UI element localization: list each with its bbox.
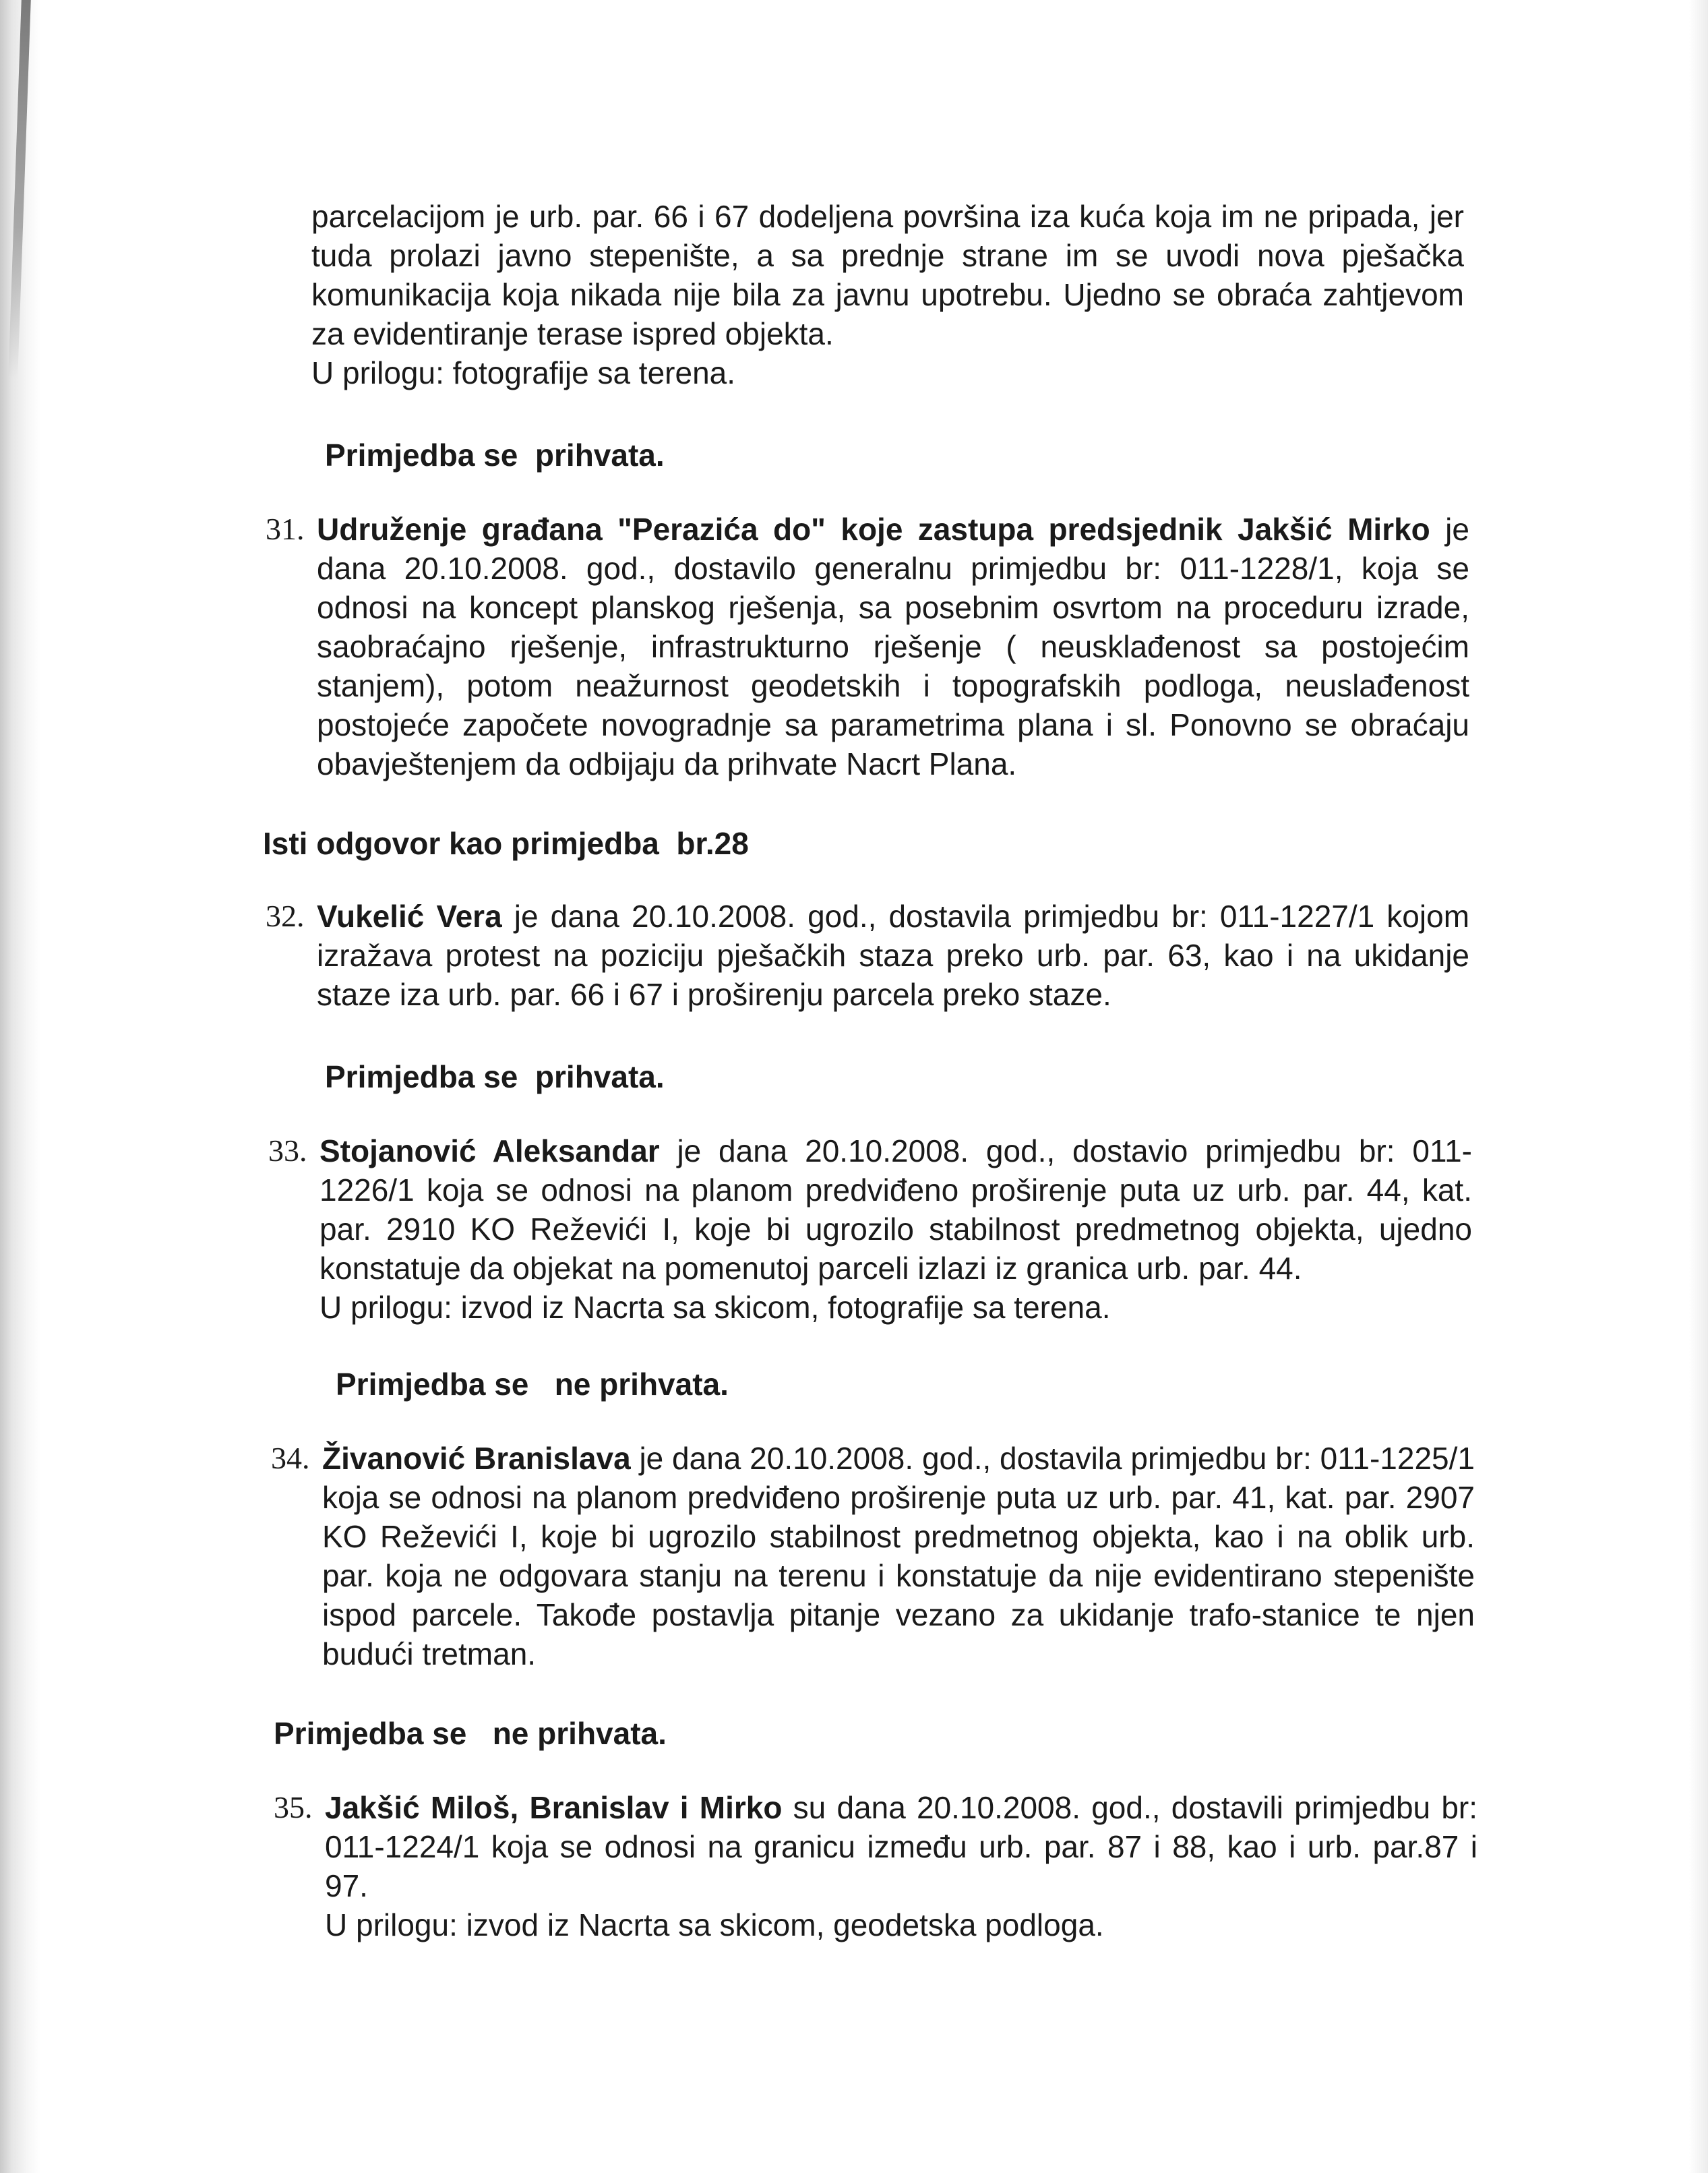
item-34-paragraph xyxy=(322,1439,1475,1673)
item-31-verdict: Isti odgovor kao primjedba br.28 xyxy=(263,826,749,861)
item-32-number: 32. xyxy=(266,899,305,933)
item-32-verdict: Primjedba se prihvata. xyxy=(325,1059,665,1094)
item-31-name: Udruženje građana "Perazića do" koje zastupa predsjednik Jakšić Mirko xyxy=(317,512,1430,547)
item-33-number: 33. xyxy=(268,1133,307,1168)
item-33-attachment: U prilogu: izvod iz Nacrta sa skicom, fotografije sa terena. xyxy=(319,1290,1111,1325)
intro-text: parcelacijom je urb. par. 66 i 67 dodeljena površina iza kuća koja im ne pripada, jer tuda prolazi javno stepenište, a sa prednje strane im se uvodi nova pješačka komunikacija koja nikada nije bila za javnu upotrebu. Ujedno se obraća zahtjevom za evidentiranje terase ispred objekta. xyxy=(311,199,1464,351)
item-31-number: 31. xyxy=(266,512,305,546)
item-35-attachment: U prilogu: izvod iz Nacrta sa skicom, geodetska podloga. xyxy=(325,1907,1104,1942)
intro-attachment: U prilogu: fotografije sa terena. xyxy=(311,355,736,390)
item-33-verdict: Primjedba se ne prihvata. xyxy=(336,1367,729,1402)
item-32-text: je dana 20.10.2008. god., dostavila primjedbu br: 011-1227/1 kojom izražava protest na poziciju pješačkih staza preko urb. par. 63, kao i na ukidanje staze iza urb. par. 66 i 67 i proširenju parcela preko staze. xyxy=(317,899,1470,1012)
item-33-paragraph xyxy=(319,1131,1472,1327)
item-33-name: Stojanović Aleksandar xyxy=(319,1133,660,1168)
item-34-verdict: Primjedba se ne prihvata. xyxy=(274,1716,667,1751)
intro-verdict: Primjedba se prihvata. xyxy=(325,438,665,473)
item-35-text: su dana 20.10.2008. god., dostavili primjedbu br: 011-1224/1 koja se odnosi na granicu između urb. par. 87 i 88, kao i urb. par.87 i 97. xyxy=(325,1790,1477,1903)
item-34-name: Živanović Branislava xyxy=(322,1441,631,1476)
item-32-name: Vukelić Vera xyxy=(317,899,502,934)
item-31-paragraph xyxy=(317,510,1469,783)
item-35-paragraph xyxy=(325,1788,1477,1944)
item-33-text: je dana 20.10.2008. god., dostavio primjedbu br: 011-1226/1 koja se odnosi na planom predviđeno proširenje puta uz urb. par. 44, kat. par. 2910 KO Reževići I, koje bi ugrozilo stabilnost predmetnog objekta, ujedno konstatuje da objekat na pomenutoj parceli izlazi iz granica urb. par. 44. xyxy=(319,1133,1472,1286)
item-31-text: je dana 20.10.2008. god., dostavilo generalnu primjedbu br: 011-1228/1, koja se odnosi na koncept planskog rješenja, sa posebnim osvrtom na proceduru izrade, saobraćajno rješenje, infrastrukturno rješenje ( neusklađenost sa postojećim stanjem), potom neažurnost geodetskih i topografskih podloga, neuslađenost postojeće započete novogradnje sa parametrima plana i sl. Ponovno se obraćaju obavještenjem da odbijaju da prihvate Nacrt Plana. xyxy=(317,512,1469,781)
item-35-name: Jakšić Miloš, Branislav i Mirko xyxy=(325,1790,783,1825)
intro-paragraph xyxy=(311,197,1464,392)
item-34-number: 34. xyxy=(271,1441,310,1475)
item-34-text: je dana 20.10.2008. god., dostavila primjedbu br: 011-1225/1 koja se odnosi na planom predviđeno proširenje puta uz urb. par. 41, kat. par. 2907 KO Reževići I, koje bi ugrozilo stabilnost predmetnog objekta, kao i na oblik urb. par. koja ne odgovara stanju na terenu i konstatuje da nije evidentirano stepenište ispod parcele. Takođe postavlja pitanje vezano za ukidanje trafo-stanice te njen budući tretman. xyxy=(322,1441,1475,1671)
item-32-paragraph xyxy=(317,897,1469,1014)
item-35-number: 35. xyxy=(274,1790,313,1824)
